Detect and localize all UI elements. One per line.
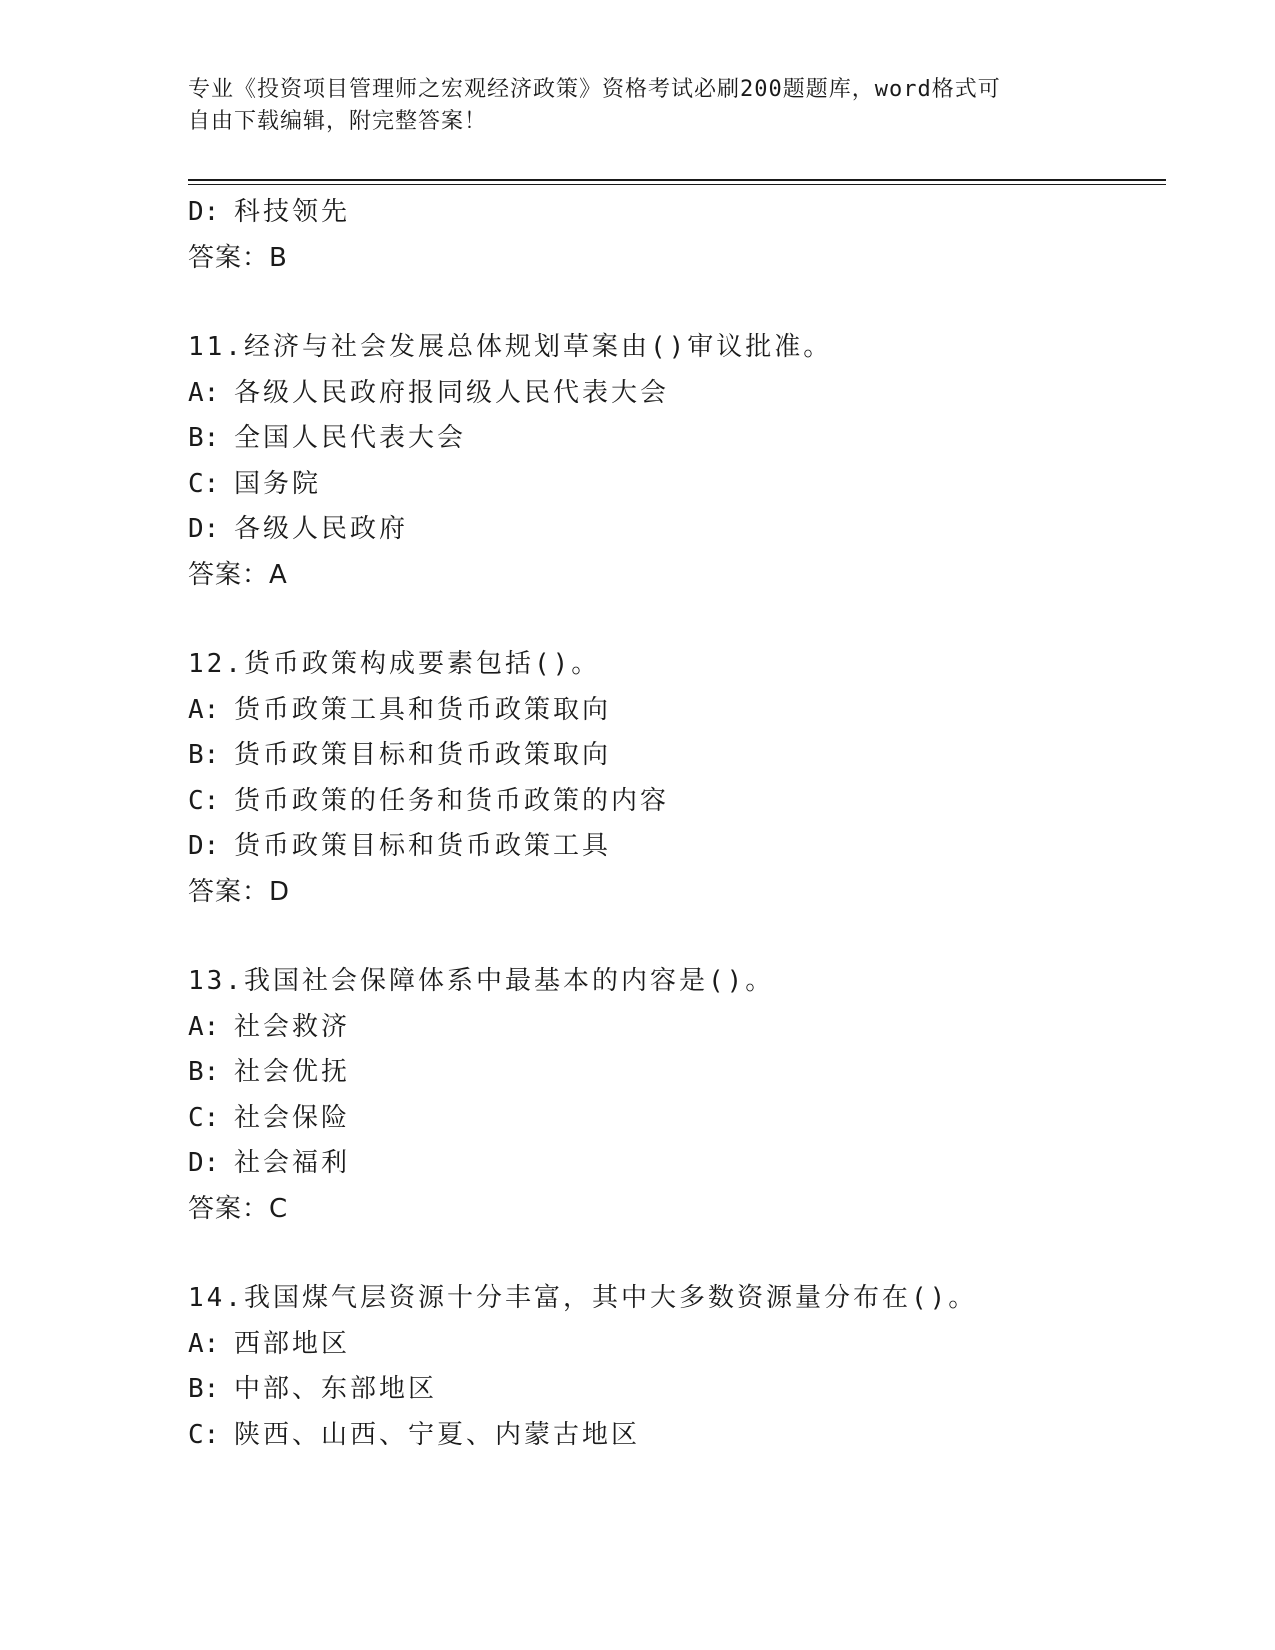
question-content	[188, 190, 1148, 1458]
option-label: A:	[188, 377, 220, 408]
question-stem: 14.我国煤气层资源十分丰富，其中大多数资源量分布在()。	[188, 1283, 978, 1313]
question-12	[188, 642, 1148, 915]
answer-line: 答案：A	[188, 559, 288, 590]
option-text: 货币政策目标和货币政策工具	[234, 831, 612, 861]
header-line-2: 自由下载编辑，附完整答案！	[188, 109, 488, 134]
option-d	[188, 507, 1148, 553]
option-d	[188, 1141, 1148, 1187]
option-text: 全国人民代表大会	[234, 423, 467, 453]
question-11	[188, 325, 1148, 598]
option-label: D:	[188, 514, 220, 544]
option-b	[188, 1050, 1148, 1096]
option-text: 各级人民政府	[234, 514, 409, 544]
answer-line: 答案：B	[188, 242, 288, 273]
option-text: 西部地区	[234, 1328, 351, 1359]
option-text: 中部、东部地区	[234, 1374, 438, 1404]
option-text: 社会保险	[234, 1102, 351, 1133]
option-a	[188, 1322, 1148, 1368]
option-a	[188, 688, 1148, 734]
question-stem: 13.我国社会保障体系中最基本的内容是()。	[188, 966, 775, 996]
option-d	[188, 190, 1148, 236]
option-label: D:	[188, 831, 220, 861]
option-label: A:	[188, 1328, 220, 1359]
spacer	[188, 915, 1148, 959]
question-stem: 12.货币政策构成要素包括()。	[188, 649, 601, 679]
answer-line: 答案：C	[188, 1193, 289, 1224]
option-label: B:	[188, 740, 220, 770]
option-text: 国务院	[234, 468, 322, 499]
option-a	[188, 1005, 1148, 1051]
document-header	[188, 74, 1088, 138]
option-label: A:	[188, 1011, 220, 1042]
header-line-1: 专业《投资项目管理师之宏观经济政策》资格考试必刷200题题库，word格式可	[188, 77, 1001, 102]
option-label: B:	[188, 1057, 220, 1087]
spacer	[188, 598, 1148, 642]
option-label: B:	[188, 1374, 220, 1404]
option-text: 社会优抚	[234, 1057, 351, 1087]
option-text: 货币政策工具和货币政策取向	[234, 694, 612, 725]
option-c	[188, 1413, 1148, 1459]
option-label: C:	[188, 785, 220, 816]
option-label: D:	[188, 1148, 220, 1178]
question-13	[188, 959, 1148, 1232]
header-rule-thick	[188, 179, 1166, 181]
option-label: C:	[188, 468, 220, 499]
option-text: 社会救济	[234, 1011, 351, 1042]
option-text: 社会福利	[234, 1148, 351, 1178]
answer-line: 答案：D	[188, 876, 291, 907]
option-b	[188, 1367, 1148, 1413]
option-label: B:	[188, 423, 220, 453]
option-text: 各级人民政府报同级人民代表大会	[234, 377, 670, 408]
option-label: C:	[188, 1419, 220, 1450]
option-text: 陕西、山西、宁夏、内蒙古地区	[234, 1419, 641, 1450]
header-rule-thin	[188, 184, 1166, 185]
option-text: 货币政策目标和货币政策取向	[234, 740, 612, 770]
option-a	[188, 371, 1148, 417]
option-label: C:	[188, 1102, 220, 1133]
spacer	[188, 1232, 1148, 1276]
option-text: 货币政策的任务和货币政策的内容	[234, 785, 670, 816]
option-c	[188, 779, 1148, 825]
option-text: 科技领先	[234, 197, 351, 227]
option-b	[188, 416, 1148, 462]
option-c	[188, 462, 1148, 508]
option-b	[188, 733, 1148, 779]
spacer	[188, 281, 1148, 325]
question-14	[188, 1276, 1148, 1458]
option-d	[188, 824, 1148, 870]
option-label: A:	[188, 694, 220, 725]
question-stem: 11.经济与社会发展总体规划草案由()审议批准。	[188, 332, 833, 362]
option-c	[188, 1096, 1148, 1142]
option-label: D:	[188, 197, 220, 227]
